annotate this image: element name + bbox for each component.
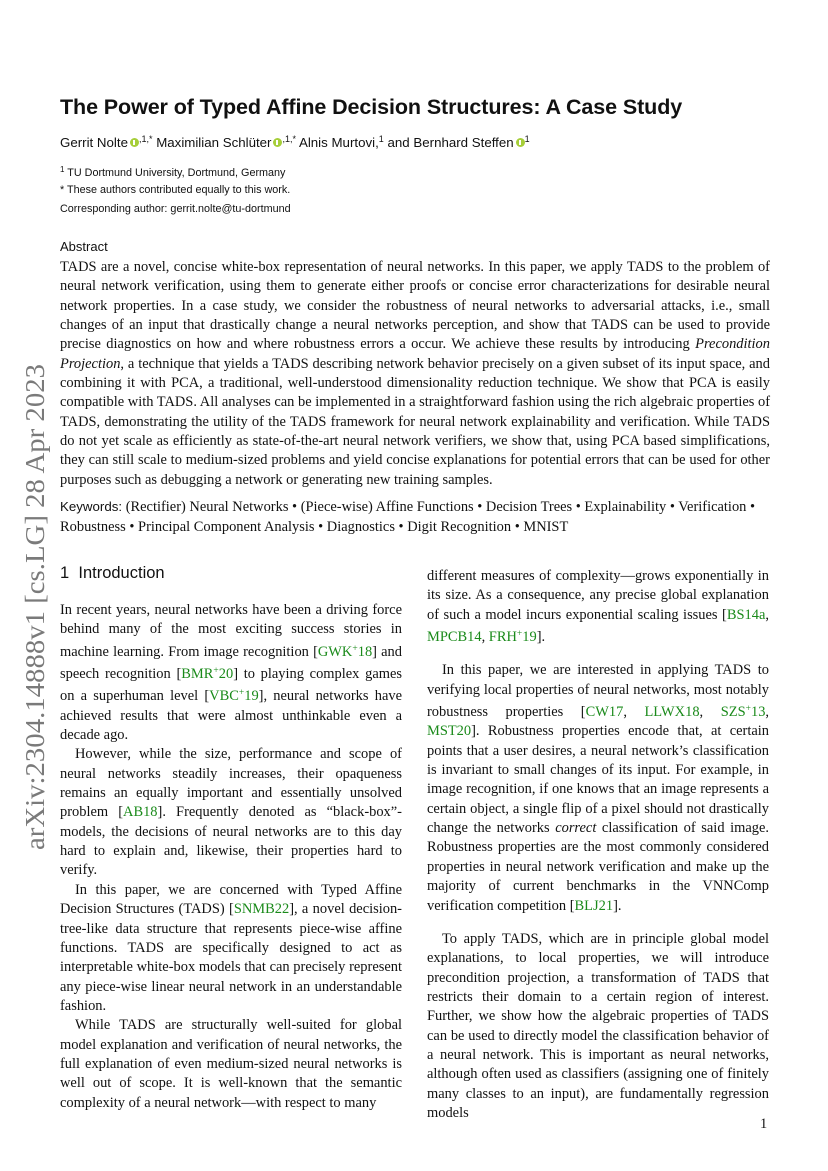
- keywords-list: (Rectifier) Neural Networks • (Piece-wise) Affine Functions • Decision Trees • Explainability • Verification • Robustness • Principal Component Analysis • Diagnostics • Digit Recognition • MNIST: [60, 499, 756, 535]
- affiliation-text: TU Dortmund University, Dortmund, Germany: [67, 167, 286, 179]
- paragraph: In this paper, we are interested in applying TADS to verifying local properties of neural networks, most notably robustness properties [CW17, LLWX18, SZS+13, MST20]. Robustness properties encode that, at certain points that a user desires, a neural network’s classification is invariant to small changes of its input. For example, in image recognition, if one knows that an image represents a certain object, a single flip of a pixel should not drastically change the networks correct classification of said image. Robustness properties are the most commonly considered properties in neural network verification and make up the majority of current benchmarks in the VNNComp verification competition [BLJ21].: [427, 662, 770, 914]
- citation-link[interactable]: LLWX18: [644, 704, 700, 721]
- author-marks: ,1,*: [138, 134, 153, 144]
- citation-link[interactable]: BLJ21: [574, 897, 614, 914]
- citation-link[interactable]: CW17: [585, 704, 624, 721]
- citation-link[interactable]: AB18: [123, 804, 158, 821]
- abstract-body: [60, 258, 770, 490]
- author-marks: 1: [524, 134, 530, 144]
- paragraph: While TADS are structurally well-suited for global model explanation and verification of neural networks, the full explanation of even medium-sized neural networks is well out of scope. It is well-known that the semantic complexity of a neural network—with respect to many: [60, 1017, 402, 1111]
- keywords: [60, 497, 772, 537]
- citation-link[interactable]: VBC+19: [209, 688, 259, 705]
- citation-link[interactable]: BMR+20: [181, 666, 234, 683]
- right-column: [427, 567, 769, 1123]
- arxiv-id: arXiv:2304.14888v1 [cs.LG] 28 Apr 2023: [19, 385, 50, 850]
- corresponding-author: Corresponding author: gerrit.nolte@tu-dortmund: [60, 203, 291, 215]
- paper-title: The Power of Typed Affine Decision Structures: A Case Study: [60, 95, 683, 119]
- section-number: 1: [60, 564, 70, 582]
- orcid-icon[interactable]: [130, 138, 139, 147]
- citation-link[interactable]: FRH+19: [488, 629, 537, 646]
- citation-link[interactable]: MST20: [427, 723, 472, 740]
- keywords-label: Keywords:: [60, 499, 123, 514]
- section-title: Introduction: [78, 564, 165, 582]
- orcid-icon[interactable]: [516, 138, 525, 147]
- abstract-text: TADS are a novel, concise white-box representation of neural networks. In this paper, we apply TADS to the problem of neural network verification, using them to generate either proofs or concise error characterizations for desirable neural network properties. In a case study, we consider the robustness of neural networks to adversarial attacks, i.e., small changes of an input that drastically change a neural networks perception, and show that TADS can be used to provide precise diagnostics on how and where robustness errors a occur. We achieve these results by introducing: [60, 259, 770, 353]
- citation-link[interactable]: SNMB22: [233, 901, 290, 918]
- author-list: [60, 134, 530, 150]
- author-marks: ,1,*: [282, 134, 296, 144]
- abstract-emphasis: Precondition Projection: [60, 336, 770, 372]
- author-name: and Bernhard Steffen: [387, 135, 514, 150]
- author-name: Alnis Murtovi,: [298, 135, 379, 150]
- paragraph: different measures of complexity—grows exponentially in its size. As a consequence, any precise global explanation of such a model incurs exponential scaling issues [BS14a, MPCB14, FRH+19].: [427, 568, 769, 646]
- author-name: Maximilian Schlüter: [156, 135, 272, 150]
- paragraph: To apply TADS, which are in principle global model explanations, to local properties, we will introduce precondition projection, a transformation of TADS that restricts their domain to a certain region of interest. Further, we show how the algebraic properties of TADS can be used to directly model the classification behavior of a neural network. This is important as neural networks, although often used as classifiers (assigning one of finitely many classes to an input), are fundamentally regression models: [427, 930, 769, 1121]
- author-name: Gerrit Nolte: [60, 135, 128, 150]
- citation-link[interactable]: SZS+13: [720, 704, 766, 721]
- author-marks: 1: [378, 134, 384, 144]
- orcid-icon[interactable]: [273, 138, 282, 147]
- page-number: 1: [760, 1116, 768, 1132]
- paragraph: In this paper, we are concerned with Typed Affine Decision Structures (TADS) [SNMB22], a novel decision-tree-like data structure that represents piece-wise affine functions. TADS are specifically designed to act as interpretable white-box models that can precisely represent any piece-wise linear neural network in an understandable fashion.: [60, 881, 402, 1014]
- left-column: [60, 601, 402, 1113]
- affiliation-mark: 1: [60, 165, 65, 174]
- citation-link[interactable]: MPCB14: [427, 629, 482, 646]
- section-heading: [60, 564, 165, 583]
- affiliation: [60, 165, 285, 179]
- abstract-text: , a technique that yields a TADS describing network behavior precisely on a given subset of its input space, and combining it with PCA, a traditional, well-understood dimensionality reduction technique. We show that PCA is easily compatible with TADS. All analyses can be implemented in a straightforward fashion using the rich algebraic properties of TADS, demonstrating the utility of the TADS framework for neural network explainability and verification. While TADS do not yet scale as efficiently as state-of-the-art neural network verifiers, we show that, using PCA based simplifications, they can still scale to medium-sized problems and yield concise explanations for potential errors that can be used for other purposes such as debugging a network or generating new training samples.: [60, 355, 770, 488]
- citation-link[interactable]: BS14a: [726, 606, 766, 623]
- arxiv-sidebar-stamp: [14, 362, 54, 852]
- contribution-note: * These authors contributed equally to this work.: [60, 184, 291, 196]
- abstract-heading: Abstract: [60, 239, 108, 254]
- paragraph: In recent years, neural networks have been a driving force behind many of the most exciting success stories in machine learning. From image recognition [GWK+18] and speech recognition [BMR+20] to playing complex games on a superhuman level [VBC+19], neural networks have achieved results that were almost unthinkable even a decade ago.: [60, 602, 402, 744]
- citation-link[interactable]: GWK+18: [317, 643, 373, 660]
- paragraph: However, while the size, performance and scope of neural networks steadily increases, their opaqueness remains an equally important and essentially unsolved problem [AB18]. Frequently denoted as “black-box”-models, the decisions of neural networks are to this day hard to explain and, likewise, their properties hard to verify.: [60, 746, 402, 879]
